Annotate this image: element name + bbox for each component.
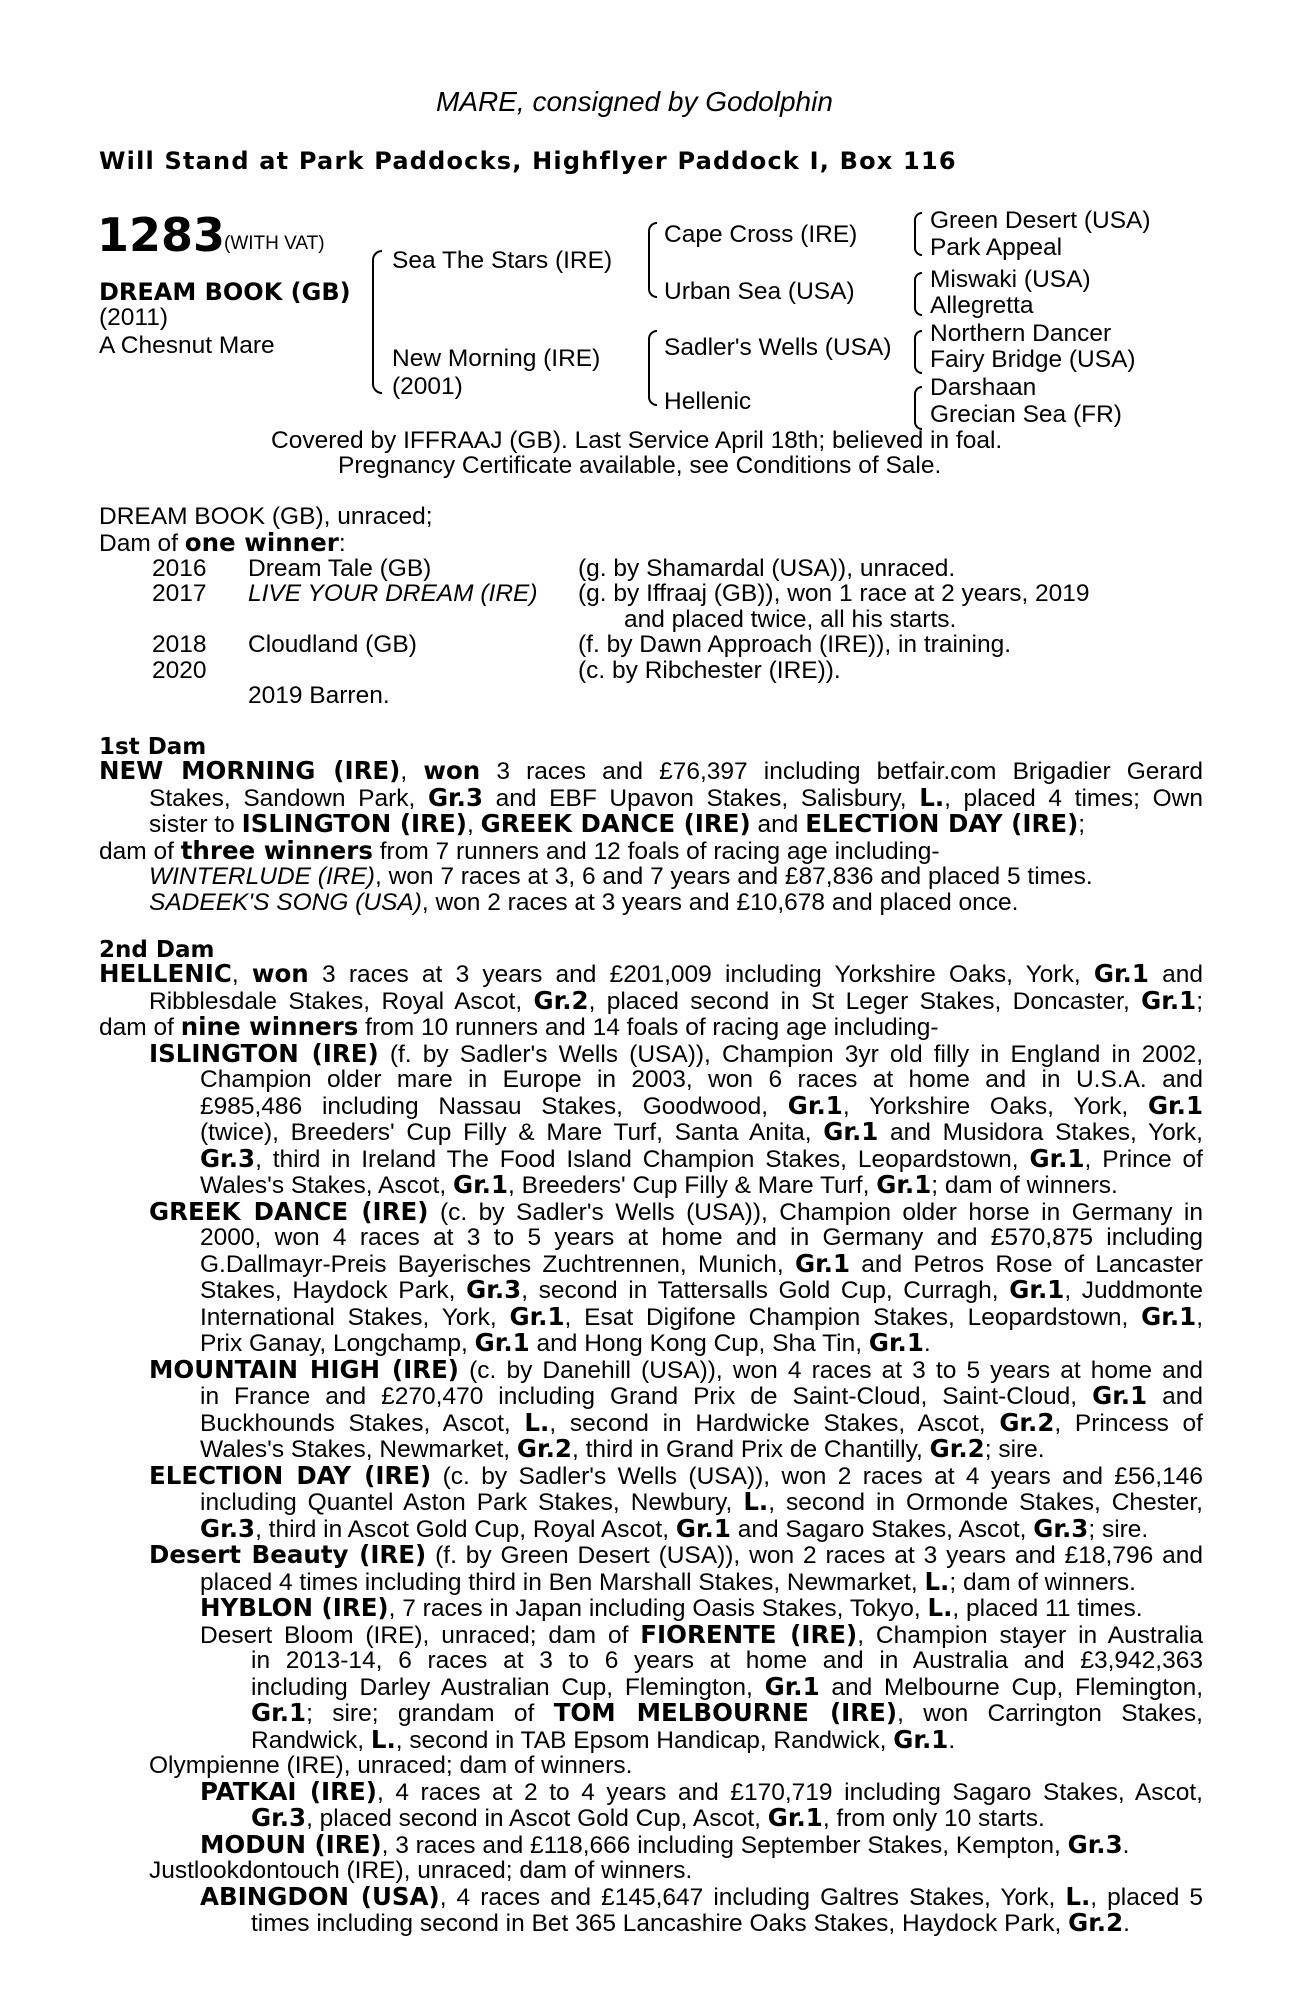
- pedigree-brace-g2: [914, 272, 922, 316]
- text: , Juddmonte: [1064, 1277, 1203, 1304]
- progeny-name: ISLINGTON (IRE): [149, 1038, 379, 1068]
- text: , third in Ascot Gold Cup, Royal Ascot,: [255, 1515, 676, 1543]
- text: and Hong Kong Cup, Sha Tin,: [529, 1330, 869, 1357]
- text: ,: [466, 811, 481, 838]
- progeny-line: [99, 1038, 1204, 1068]
- text: ; dam of winners.: [931, 1172, 1118, 1199]
- won-word: won: [251, 959, 309, 988]
- progeny-line: [99, 1671, 1204, 1701]
- text: (f. by Sadler's Wells (USA)), Champion 3yr old filly in England in 2002,: [378, 1040, 1204, 1068]
- text: ;: [1078, 811, 1086, 838]
- progeny-line: [99, 1805, 1203, 1832]
- text: , second in TAB Epsom Handicap, Randwick,: [395, 1726, 894, 1754]
- text: , Prince of: [1084, 1145, 1203, 1173]
- grade: Gr.1: [1141, 1301, 1197, 1331]
- second-dam-line: [99, 1014, 1203, 1041]
- text: , second in Ormonde Stakes, Chester,: [768, 1489, 1203, 1516]
- grade: Gr.1: [675, 1513, 731, 1543]
- pedigree-gg-1: Green Desert (USA): [930, 207, 1151, 234]
- pedigree-dam-sire: Sadler's Wells (USA): [664, 334, 892, 361]
- text: , 4 races and £145,647 including Galtres Stakes, York,: [439, 1883, 1066, 1911]
- progeny-line: [99, 1225, 1203, 1251]
- text: ,: [1196, 1303, 1204, 1331]
- text: , third in Grand Prix de Chantilly,: [571, 1436, 930, 1463]
- won-word: won: [423, 756, 481, 785]
- progeny-name: MODUN (IRE): [200, 1829, 382, 1859]
- progeny-name: SADEEK'S SONG (USA): [149, 888, 422, 916]
- grade: Gr.1: [876, 1170, 932, 1199]
- grade: Gr.1: [1092, 1381, 1148, 1410]
- text: ; dam of winners.: [949, 1568, 1136, 1596]
- winners-count: three winners: [180, 835, 373, 865]
- produce-detail: (g. by Iffraaj (GB)), won 1 race at 2 years, 2019: [578, 580, 1090, 607]
- grade: Gr.3: [427, 782, 483, 812]
- pedigree-brace-g1: [914, 212, 922, 256]
- progeny-line: [99, 1196, 1203, 1226]
- sibling-name: ELECTION DAY (IRE): [805, 809, 1079, 838]
- progeny-line: [99, 1542, 1203, 1569]
- lot-number: 1283: [97, 208, 226, 262]
- text: ,: [400, 758, 424, 785]
- progeny-line: [99, 1881, 1203, 1911]
- text: Stakes, Sandown Park,: [149, 784, 428, 812]
- text: £985,486 including Nassau Stakes, Goodwood,: [200, 1092, 788, 1120]
- progeny-line: [99, 1724, 1203, 1754]
- text: , Breeders' Cup Filly & Mare Turf,: [508, 1172, 877, 1199]
- grade: Gr.1: [1029, 1143, 1085, 1173]
- sibling-name: ISLINGTON (IRE): [241, 809, 467, 838]
- sibling-name: GREEK DANCE (IRE): [480, 809, 751, 838]
- grade: Gr.1: [509, 1301, 565, 1331]
- pedigree-brace-g4: [914, 386, 922, 430]
- grade: L.: [919, 782, 945, 812]
- text: (twice), Breeders' Cup Filly & Mare Turf, Santa Anita,: [200, 1119, 824, 1146]
- text: including Darley Australian Cup, Flemington,: [251, 1673, 765, 1701]
- text: and: [1148, 961, 1203, 988]
- pedigree-sire: Sea The Stars (IRE): [392, 247, 613, 274]
- progeny-name: ELECTION DAY (IRE): [149, 1460, 432, 1490]
- text: in 2013-14, 6 races at 3 to 6 years at home and in Australia and £3,942,363: [251, 1647, 1203, 1674]
- progeny-line: [99, 1566, 1203, 1596]
- text: , placed 4 times; Own: [944, 784, 1203, 812]
- text: , Yorkshire Oaks, York,: [842, 1092, 1148, 1120]
- text: (c. by Sadler's Wells (USA)), Champion older horse in Germany in: [428, 1198, 1203, 1226]
- text: 3 races and £76,397 including betfair.com Brigadier Gerard: [480, 758, 1203, 785]
- progeny-line: [99, 1753, 1203, 1779]
- text: Randwick,: [251, 1726, 371, 1754]
- text: and EBF Upavon Stakes, Salisbury,: [483, 784, 920, 812]
- text: , won 7 races at 3, 6 and 7 years and £87,836 and placed 5 times.: [374, 863, 1093, 890]
- grade: Gr.1: [1009, 1275, 1065, 1304]
- grade: Gr.3: [1067, 1829, 1123, 1859]
- progeny-line: [99, 1407, 1203, 1437]
- text: in France and £270,470 including Grand Prix de Saint-Cloud, Saint-Cloud,: [200, 1383, 1093, 1410]
- first-dam-block: [99, 758, 1203, 915]
- text: and Petros Rose of Lancaster: [850, 1250, 1203, 1278]
- grade: L.: [370, 1724, 396, 1754]
- pedigree-gg-5: Northern Dancer: [930, 320, 1112, 347]
- text: 3 races at 3 years and £201,009 including Yorkshire Oaks, York,: [308, 961, 1094, 988]
- text: ;: [1196, 987, 1203, 1015]
- progeny-line: [99, 1513, 1203, 1543]
- text: (c. by Danehill (USA)), won 4 races at 3 to 5 years at home and: [459, 1356, 1204, 1384]
- grade: Gr.2: [1068, 1908, 1124, 1937]
- text: , placed 5: [1090, 1883, 1203, 1911]
- first-dam-line: [99, 864, 1203, 890]
- progeny-name: Desert Beauty (IRE): [149, 1540, 427, 1569]
- dam-of-suffix: :: [338, 530, 346, 557]
- first-dam-title: 1st Dam: [99, 734, 207, 760]
- progeny-name: TOM MELBOURNE (IRE): [553, 1698, 898, 1727]
- lot-year: (2011): [99, 304, 169, 331]
- progeny-line: [99, 1619, 1204, 1649]
- covered-line-2: Pregnancy Certificate available, see Conditions of Sale.: [338, 452, 942, 479]
- text: , third in Ireland The Food Island Champion Stakes, Leopardstown,: [255, 1145, 1030, 1173]
- grade: Gr.2: [533, 985, 589, 1015]
- produce-name: Cloudland (GB): [248, 631, 417, 658]
- text: , from only 10 starts.: [822, 1805, 1045, 1832]
- progeny-line: [99, 1595, 1203, 1622]
- grade: Gr.1: [893, 1724, 949, 1754]
- progeny-line: [99, 1090, 1203, 1120]
- text: sister to: [149, 811, 242, 838]
- produce-dam-of: [99, 528, 346, 557]
- progeny-line: [99, 1172, 1203, 1199]
- grade: L.: [924, 1566, 950, 1596]
- first-dam-line: [99, 811, 1203, 838]
- pedigree-dam-dam: Hellenic: [664, 388, 752, 415]
- lot-description: A Chesnut Mare: [99, 332, 275, 359]
- pedigree-gg-7: Darshaan: [930, 374, 1037, 401]
- grade: Gr.1: [787, 1090, 843, 1120]
- dam-of-count: one winner: [184, 528, 339, 557]
- pedigree-brace-main: [372, 250, 382, 394]
- text: , 4 races at 2 to 4 years and £170,719 including Sagaro Stakes, Ascot,: [376, 1778, 1203, 1806]
- progeny-line: [99, 1119, 1203, 1146]
- progeny-name: HYBLON (IRE): [200, 1593, 389, 1622]
- text: ; sire.: [1088, 1515, 1149, 1543]
- grade: L.: [524, 1407, 550, 1437]
- text: , won 2 races at 3 years and £10,678 and placed once.: [421, 888, 1019, 916]
- grade: Gr.1: [823, 1117, 879, 1146]
- progeny-name: WINTERLUDE (IRE): [149, 863, 375, 890]
- text: from 7 runners and 12 foals of racing age including-: [372, 837, 940, 865]
- text: , second in Tattersalls Gold Cup, Curragh,: [521, 1277, 1010, 1304]
- pedigree-sire-sire: Cape Cross (IRE): [664, 221, 858, 248]
- grade: Gr.1: [794, 1248, 851, 1278]
- grade: Gr.1: [474, 1328, 530, 1357]
- grade: Gr.3: [200, 1143, 256, 1173]
- text: .: [923, 1330, 931, 1357]
- text: Wales's Stakes, Ascot,: [200, 1172, 453, 1199]
- grade: Gr.1: [767, 1803, 823, 1832]
- produce-detail: and placed twice, all his starts.: [624, 606, 957, 633]
- text: Justlookdontouch (IRE), unraced; dam of winners.: [149, 1857, 693, 1884]
- progeny-line: [99, 1330, 1203, 1357]
- produce-detail: (c. by Ribchester (IRE)).: [578, 657, 841, 684]
- progeny-line: [99, 1776, 1203, 1806]
- stand-location: Will Stand at Park Paddocks, Highflyer Paddock I, Box 116: [99, 147, 957, 175]
- produce-year: 2016: [152, 555, 207, 582]
- produce-detail: (g. by Shamardal (USA)), unraced.: [578, 555, 956, 582]
- second-dam-title: 2nd Dam: [99, 937, 215, 963]
- progeny-line: [99, 1248, 1203, 1278]
- progeny-name: FIORENTE (IRE): [640, 1619, 858, 1649]
- first-dam-line: [99, 782, 1203, 812]
- pedigree-dam-year: (2001): [392, 373, 463, 400]
- pedigree-gg-8: Grecian Sea (FR): [930, 401, 1122, 428]
- grade: Gr.3: [1033, 1513, 1089, 1543]
- text: Buckhounds Stakes, Ascot,: [200, 1409, 525, 1437]
- second-dam-block: [99, 961, 1203, 1937]
- first-dam-line: [99, 758, 1203, 785]
- text: from 10 runners and 14 foals of racing age including-: [358, 1014, 939, 1041]
- pedigree-brace-sire: [648, 222, 657, 298]
- grade: Gr.3: [200, 1513, 256, 1543]
- winners-count: nine winners: [180, 1012, 359, 1041]
- pedigree-dam: New Morning (IRE): [392, 345, 601, 372]
- text: and: [750, 811, 806, 838]
- pedigree-gg-2: Park Appeal: [930, 234, 1063, 261]
- grade: Gr.2: [516, 1434, 572, 1463]
- text: Wales's Stakes, Newmarket,: [200, 1436, 517, 1463]
- lot-name: DREAM BOOK (GB): [99, 278, 351, 306]
- progeny-line: [99, 1489, 1203, 1516]
- grade: Gr.1: [1147, 1090, 1203, 1120]
- produce-detail: (f. by Dawn Approach (IRE)), in training.: [578, 631, 1012, 658]
- text: , placed second in St Leger Stakes, Doncaster,: [588, 987, 1142, 1015]
- text: (c. by Sadler's Wells (USA)), won 2 races at 4 years and £56,146: [431, 1462, 1203, 1490]
- progeny-line: [99, 1067, 1203, 1093]
- text: Champion older mare in Europe in 2003, won 6 races at home and in U.S.A. and: [200, 1066, 1203, 1093]
- text: ; sire; grandam of: [306, 1700, 554, 1727]
- consignor-line: MARE, consigned by Godolphin: [436, 86, 833, 117]
- text: , second in Hardwicke Stakes, Ascot,: [549, 1409, 1000, 1437]
- progeny-line: [99, 1648, 1203, 1674]
- pedigree-gg-3: Miswaki (USA): [930, 266, 1091, 293]
- text: and: [1147, 1383, 1203, 1410]
- first-dam-line: [99, 835, 1203, 865]
- covered-line-1: Covered by IFFRAAJ (GB). Last Service April 18th; believed in foal.: [271, 427, 1003, 454]
- progeny-line: [99, 1277, 1203, 1304]
- text: Ribblesdale Stakes, Royal Ascot,: [149, 987, 534, 1015]
- progeny-line: [99, 1354, 1204, 1384]
- produce-year: 2020: [152, 657, 207, 684]
- produce-year: 2017: [152, 580, 207, 607]
- produce-intro: DREAM BOOK (GB), unraced;: [99, 503, 433, 530]
- vat-note: (WITH VAT): [224, 233, 325, 254]
- text: International Stakes, York,: [200, 1303, 510, 1331]
- text: , 3 races and £118,666 including September Stakes, Kempton,: [381, 1831, 1068, 1859]
- text: and Melbourne Cup, Flemington,: [819, 1673, 1204, 1701]
- progeny-line: [99, 1910, 1203, 1937]
- grade: Gr.1: [452, 1170, 509, 1199]
- text: (f. by Green Desert (USA)), won 2 races at 3 years and £18,796 and: [426, 1542, 1203, 1569]
- progeny-line: [99, 1858, 1203, 1884]
- pedigree-brace-dam: [648, 330, 657, 406]
- pedigree-gg-4: Allegretta: [930, 292, 1034, 319]
- progeny-line: [99, 1383, 1203, 1410]
- grade: Gr.1: [251, 1698, 307, 1727]
- text: placed 4 times including third in Ben Marshall Stakes, Newmarket,: [200, 1568, 925, 1596]
- produce-barren: 2019 Barren.: [248, 682, 390, 709]
- dam-of-prefix: Dam of: [99, 530, 185, 557]
- text: and Sagaro Stakes, Ascot,: [730, 1515, 1034, 1543]
- grade: L.: [1065, 1881, 1091, 1911]
- progeny-line: [99, 1436, 1203, 1463]
- text: dam of: [99, 1014, 181, 1041]
- text: Desert Bloom (IRE), unraced; dam of: [200, 1621, 641, 1649]
- grade: Gr.3: [251, 1803, 307, 1832]
- text: 2000, won 4 races at 3 to 5 years at home and in Germany and £570,875 including: [200, 1224, 1203, 1251]
- progeny-line: [99, 1700, 1203, 1727]
- produce-year: 2018: [152, 631, 207, 658]
- text: , 7 races in Japan including Oasis Stakes, Tokyo,: [388, 1595, 928, 1622]
- text: ,: [231, 961, 252, 988]
- produce-name: LIVE YOUR DREAM (IRE): [248, 580, 538, 607]
- produce-name: Dream Tale (GB): [248, 555, 432, 582]
- pedigree-gg-6: Fairy Bridge (USA): [930, 346, 1136, 373]
- grade: Gr.3: [466, 1275, 522, 1304]
- text: , Princess of: [1054, 1409, 1203, 1437]
- progeny-name: PATKAI (IRE): [200, 1776, 377, 1806]
- text: Prix Ganay, Longchamp,: [200, 1330, 475, 1357]
- progeny-line: [99, 1143, 1203, 1173]
- pedigree-brace-g3: [914, 330, 922, 374]
- text: and Musidora Stakes, York,: [878, 1119, 1203, 1146]
- text: .: [948, 1726, 956, 1754]
- second-dam-line: [99, 961, 1203, 988]
- grade: Gr.1: [764, 1671, 820, 1701]
- progeny-name: GREEK DANCE (IRE): [149, 1196, 429, 1226]
- second-dam-line: [99, 985, 1203, 1015]
- text: , placed 11 times.: [952, 1595, 1143, 1622]
- progeny-name: ABINGDON (USA): [200, 1881, 440, 1911]
- progeny-line: [99, 1460, 1203, 1490]
- text: , Esat Digifone Champion Stakes, Leopardstown,: [564, 1303, 1142, 1331]
- text: Stakes, Haydock Park,: [200, 1277, 467, 1304]
- first-dam-name: NEW MORNING (IRE): [99, 756, 401, 785]
- second-dam-name: HELLENIC: [99, 959, 232, 988]
- text: .: [1123, 1910, 1130, 1937]
- text: ; sire.: [984, 1436, 1045, 1463]
- grade: L.: [743, 1487, 769, 1516]
- text: , Champion stayer in Australia: [857, 1621, 1204, 1649]
- grade: Gr.1: [868, 1328, 924, 1357]
- text: .: [1122, 1831, 1130, 1859]
- progeny-name: MOUNTAIN HIGH (IRE): [149, 1354, 460, 1384]
- progeny-line: [99, 1829, 1203, 1859]
- text: times including second in Bet 365 Lancashire Oaks Stakes, Haydock Park,: [251, 1910, 1069, 1937]
- grade: Gr.1: [1141, 985, 1197, 1015]
- grade: Gr.2: [929, 1434, 985, 1463]
- first-dam-line: [99, 890, 1203, 916]
- grade: Gr.2: [999, 1407, 1055, 1437]
- grade: L.: [927, 1593, 953, 1622]
- text: G.Dallmayr-Preis Bayerisches Zuchtrennen, Munich,: [200, 1250, 795, 1278]
- grade: Gr.1: [1093, 959, 1149, 988]
- text: including Quantel Aston Park Stakes, Newbury,: [200, 1489, 744, 1516]
- progeny-line: [99, 1301, 1204, 1331]
- text: , placed second in Ascot Gold Cup, Ascot,: [306, 1805, 768, 1832]
- text: Olympienne (IRE), unraced; dam of winners.: [149, 1752, 633, 1779]
- text: dam of: [99, 837, 181, 865]
- text: , won Carrington Stakes,: [897, 1700, 1203, 1727]
- pedigree-sire-dam: Urban Sea (USA): [664, 278, 855, 305]
